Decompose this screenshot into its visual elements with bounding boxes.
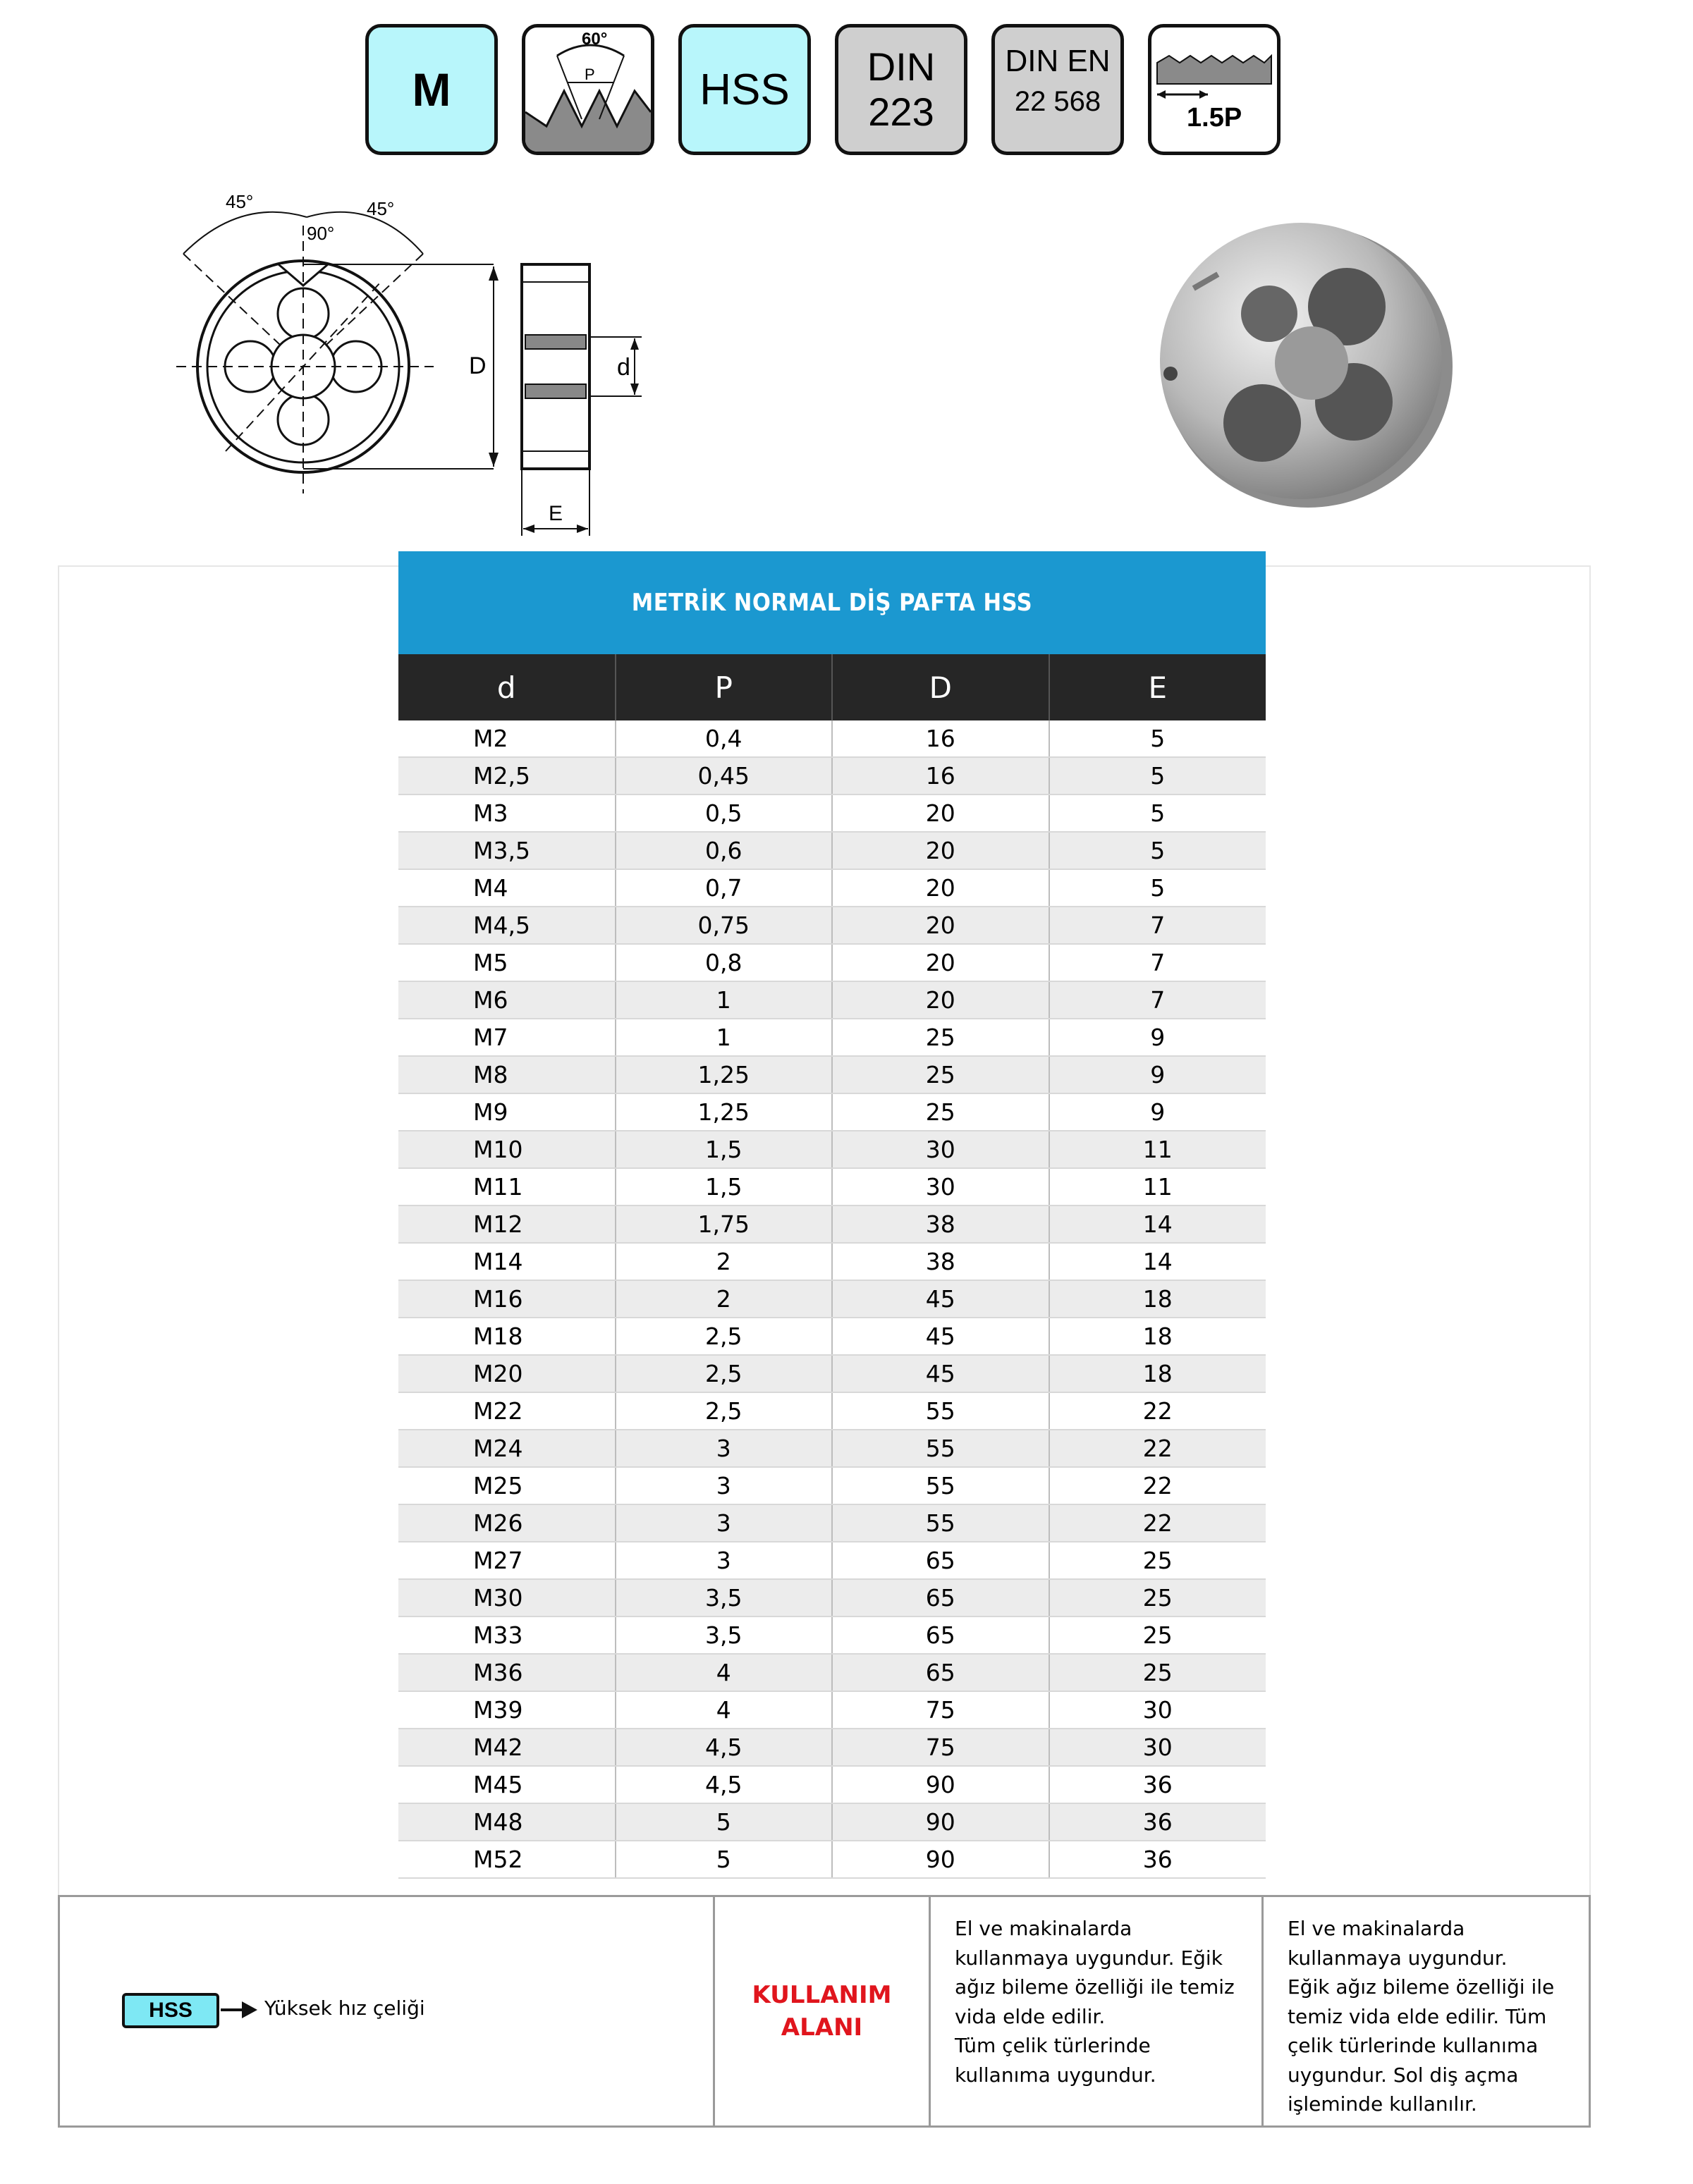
outer-diameter-cell: 90 <box>832 1803 1049 1841</box>
pitch-cell: 1,5 <box>616 1168 833 1206</box>
thickness-cell: 5 <box>1049 757 1266 795</box>
thread-size-cell: M16 <box>398 1280 616 1318</box>
thickness-cell: 22 <box>1049 1430 1266 1467</box>
table-row <box>398 1355 1266 1392</box>
outer-diameter-cell: 45 <box>832 1280 1049 1318</box>
outer-diameter-cell: 55 <box>832 1392 1049 1430</box>
die-size-table <box>398 551 1266 1879</box>
thread-size-cell: M42 <box>398 1729 616 1766</box>
thread-size-cell: M22 <box>398 1392 616 1430</box>
column-header-E: E <box>1049 654 1266 720</box>
outer-diameter-cell: 90 <box>832 1841 1049 1878</box>
thread-size-cell: M26 <box>398 1504 616 1542</box>
outer-diameter-cell: 25 <box>832 1093 1049 1131</box>
outer-diameter-cell: 65 <box>832 1579 1049 1616</box>
outer-diameter-cell: 20 <box>832 869 1049 907</box>
thickness-cell: 25 <box>1049 1654 1266 1691</box>
din-en-number: 22 568 <box>1014 86 1101 117</box>
pitch-value: 1.5P <box>1187 103 1242 133</box>
thread-size-cell: M10 <box>398 1131 616 1168</box>
table-row <box>398 1430 1266 1467</box>
thickness-cell: 18 <box>1049 1280 1266 1318</box>
table-row <box>398 1579 1266 1616</box>
table-row <box>398 1542 1266 1579</box>
column-header-D: D <box>832 654 1049 720</box>
pitch-cell: 0,5 <box>616 795 833 832</box>
table-row <box>398 1729 1266 1766</box>
table-row <box>398 869 1266 907</box>
table-row <box>398 757 1266 795</box>
outer-diameter-cell: 20 <box>832 832 1049 869</box>
outer-diameter-cell: 20 <box>832 981 1049 1019</box>
thread-size-cell: M2 <box>398 720 616 757</box>
pitch-cell: 4,5 <box>616 1729 833 1766</box>
thread-size-cell: M18 <box>398 1318 616 1355</box>
thickness-cell: 18 <box>1049 1318 1266 1355</box>
info-box <box>58 1895 1591 2128</box>
pitch-cell: 1 <box>616 981 833 1019</box>
table-row <box>398 795 1266 832</box>
pitch-cell: 4 <box>616 1654 833 1691</box>
thickness-cell: 9 <box>1049 1093 1266 1131</box>
thickness-cell: 14 <box>1049 1206 1266 1243</box>
pitch-cell: 3,5 <box>616 1579 833 1616</box>
pitch-cell: 3,5 <box>616 1616 833 1654</box>
thickness-cell: 25 <box>1049 1579 1266 1616</box>
table-title: METRİK NORMAL DİŞ PAFTA HSS <box>398 551 1266 654</box>
die-size-grid <box>398 654 1266 1879</box>
outer-diameter-cell: 90 <box>832 1766 1049 1803</box>
outer-diameter-cell: 30 <box>832 1131 1049 1168</box>
usage-text-line: vida elde edilir. <box>955 2004 1106 2028</box>
thread-pitch-icon <box>1151 27 1277 152</box>
thickness-cell: 11 <box>1049 1168 1266 1206</box>
table-header-row <box>398 654 1266 720</box>
thread-size-cell: M6 <box>398 981 616 1019</box>
thread-size-cell: M9 <box>398 1093 616 1131</box>
pitch-cell: 2,5 <box>616 1355 833 1392</box>
arrow-right-icon <box>242 2001 257 2018</box>
thickness-cell: 7 <box>1049 907 1266 944</box>
pitch-cell: 0,8 <box>616 944 833 981</box>
thread-size-cell: M25 <box>398 1467 616 1504</box>
frame-left-line <box>58 565 59 1895</box>
table-row <box>398 720 1266 757</box>
angle-right-label: 45° <box>367 198 395 219</box>
outer-diameter-cell: 65 <box>832 1616 1049 1654</box>
pitch-cell: 2,5 <box>616 1392 833 1430</box>
table-body <box>398 720 1266 1878</box>
thread-size-cell: M48 <box>398 1803 616 1841</box>
thread-size-cell: M33 <box>398 1616 616 1654</box>
thread-size-cell: M30 <box>398 1579 616 1616</box>
table-row <box>398 1467 1266 1504</box>
outer-diameter-cell: 25 <box>832 1019 1049 1056</box>
width-E-label: E <box>549 502 563 525</box>
pitch-cell: 3 <box>616 1430 833 1467</box>
outer-diameter-cell: 45 <box>832 1355 1049 1392</box>
outer-diameter-cell: 55 <box>832 1504 1049 1542</box>
din-number: 223 <box>868 90 934 134</box>
usage-text-right-hand <box>929 1897 1261 2125</box>
usage-text-line: kullanmaya uygundur. <box>1288 1946 1508 1970</box>
table-row <box>398 1392 1266 1430</box>
thickness-cell: 30 <box>1049 1691 1266 1729</box>
pitch-label: P <box>585 66 595 83</box>
thread-size-cell: M4 <box>398 869 616 907</box>
thickness-cell: 5 <box>1049 720 1266 757</box>
die-technical-drawing <box>169 183 663 550</box>
pitch-cell: 3 <box>616 1542 833 1579</box>
thickness-cell: 11 <box>1049 1131 1266 1168</box>
outer-diameter-cell: 65 <box>832 1654 1049 1691</box>
usage-text-line: temiz vida elde edilir. Tüm <box>1288 2004 1547 2028</box>
thickness-cell: 9 <box>1049 1056 1266 1093</box>
table-row <box>398 1131 1266 1168</box>
thread-size-cell: M2,5 <box>398 757 616 795</box>
table-row <box>398 1019 1266 1056</box>
thread-size-cell: M3,5 <box>398 832 616 869</box>
usage-heading-line1: KULLANIM <box>752 1981 892 2009</box>
usage-text-line: ağız bileme özelliği ile temiz <box>955 1975 1235 1999</box>
thread-pitch-badge <box>1148 24 1281 155</box>
table-row <box>398 1280 1266 1318</box>
din-223-badge <box>835 24 967 155</box>
thickness-cell: 7 <box>1049 944 1266 981</box>
table-row <box>398 1766 1266 1803</box>
thickness-cell: 18 <box>1049 1355 1266 1392</box>
thread-size-cell: M4,5 <box>398 907 616 944</box>
usage-heading-line2: ALANI <box>781 2013 863 2042</box>
usage-heading-cell <box>713 1897 929 2125</box>
outer-diameter-cell: 55 <box>832 1467 1049 1504</box>
pitch-cell: 1,5 <box>616 1131 833 1168</box>
outer-diameter-cell: 16 <box>832 720 1049 757</box>
thickness-cell: 5 <box>1049 869 1266 907</box>
angle-label: 60° <box>582 30 608 49</box>
pitch-cell: 4 <box>616 1691 833 1729</box>
pitch-cell: 0,7 <box>616 869 833 907</box>
thickness-cell: 25 <box>1049 1542 1266 1579</box>
pitch-cell: 2 <box>616 1243 833 1280</box>
pitch-cell: 2,5 <box>616 1318 833 1355</box>
diameter-D-label: D <box>469 352 487 379</box>
outer-diameter-cell: 30 <box>832 1168 1049 1206</box>
table-row <box>398 1168 1266 1206</box>
hss-badge-label: HSS <box>699 65 790 114</box>
outer-diameter-cell: 16 <box>832 757 1049 795</box>
thread-size-cell: M14 <box>398 1243 616 1280</box>
table-row <box>398 1318 1266 1355</box>
thread-size-cell: M52 <box>398 1841 616 1878</box>
pitch-cell: 0,6 <box>616 832 833 869</box>
table-row <box>398 1803 1266 1841</box>
usage-text-left-hand <box>1261 1897 1589 2125</box>
pitch-cell: 4,5 <box>616 1766 833 1803</box>
thread-size-cell: M24 <box>398 1430 616 1467</box>
pitch-cell: 0,4 <box>616 720 833 757</box>
frame-right-line <box>1589 565 1591 1895</box>
usage-text-line: kullanıma uygundur. <box>955 2063 1156 2087</box>
thickness-cell: 36 <box>1049 1766 1266 1803</box>
thread-size-cell: M5 <box>398 944 616 981</box>
thickness-cell: 14 <box>1049 1243 1266 1280</box>
usage-text-line: işleminde kullanılır. <box>1288 2092 1477 2116</box>
pitch-cell: 1 <box>616 1019 833 1056</box>
table-row <box>398 1654 1266 1691</box>
usage-text-line: Tüm çelik türlerinde <box>955 2034 1151 2057</box>
usage-text-line: Eğik ağız bileme özelliği ile <box>1288 1975 1555 1999</box>
usage-heading <box>752 1979 892 2044</box>
column-header-P: P <box>616 654 833 720</box>
column-header-d: d <box>398 654 616 720</box>
pitch-cell: 2 <box>616 1280 833 1318</box>
pitch-cell: 1,75 <box>616 1206 833 1243</box>
table-row <box>398 1056 1266 1093</box>
table-row <box>398 981 1266 1019</box>
thread-size-cell: M27 <box>398 1542 616 1579</box>
thread-angle-badge <box>522 24 654 155</box>
thread-size-cell: M7 <box>398 1019 616 1056</box>
thread-angle-icon <box>525 27 651 152</box>
angle-left-label: 45° <box>226 191 254 212</box>
thread-size-cell: M12 <box>398 1206 616 1243</box>
pitch-cell: 3 <box>616 1467 833 1504</box>
table-row <box>398 1504 1266 1542</box>
table-row <box>398 832 1266 869</box>
outer-diameter-cell: 20 <box>832 944 1049 981</box>
din-en-badge <box>991 24 1124 155</box>
table-row <box>398 907 1266 944</box>
outer-diameter-cell: 65 <box>832 1542 1049 1579</box>
usage-text-line: uygundur. Sol diş açma <box>1288 2063 1519 2087</box>
legend-cell <box>60 1897 713 2125</box>
outer-diameter-cell: 45 <box>832 1318 1049 1355</box>
din-label: DIN <box>867 44 936 89</box>
usage-text-line: kullanmaya uygundur. Eğik <box>955 1946 1223 1970</box>
threading-die-photo <box>1149 211 1460 515</box>
thickness-cell: 22 <box>1049 1392 1266 1430</box>
table-row <box>398 1691 1266 1729</box>
pitch-cell: 5 <box>616 1841 833 1878</box>
thickness-cell: 9 <box>1049 1019 1266 1056</box>
metric-badge-label: M <box>412 63 451 116</box>
outer-diameter-cell: 75 <box>832 1691 1049 1729</box>
thread-size-cell: M39 <box>398 1691 616 1729</box>
outer-diameter-cell: 38 <box>832 1206 1049 1243</box>
thickness-cell: 36 <box>1049 1803 1266 1841</box>
outer-diameter-cell: 75 <box>832 1729 1049 1766</box>
table-row <box>398 1841 1266 1878</box>
arrow-line <box>221 2008 245 2011</box>
din-en-label: DIN EN <box>1005 44 1111 78</box>
hss-legend-chip: HSS <box>122 1993 219 2028</box>
pitch-cell: 0,75 <box>616 907 833 944</box>
pitch-cell: 1,25 <box>616 1093 833 1131</box>
thickness-cell: 22 <box>1049 1467 1266 1504</box>
pitch-cell: 3 <box>616 1504 833 1542</box>
thickness-cell: 5 <box>1049 832 1266 869</box>
thickness-cell: 25 <box>1049 1616 1266 1654</box>
thread-size-cell: M8 <box>398 1056 616 1093</box>
hss-badge <box>678 24 811 155</box>
diameter-d-label: d <box>617 354 630 381</box>
outer-diameter-cell: 55 <box>832 1430 1049 1467</box>
thread-size-cell: M45 <box>398 1766 616 1803</box>
pitch-cell: 0,45 <box>616 757 833 795</box>
thickness-cell: 36 <box>1049 1841 1266 1878</box>
usage-text-line: El ve makinalarda <box>1288 1917 1465 1940</box>
table-row <box>398 944 1266 981</box>
hss-description: Yüksek hız çeliği <box>264 1996 425 2020</box>
thread-size-cell: M20 <box>398 1355 616 1392</box>
thickness-cell: 22 <box>1049 1504 1266 1542</box>
outer-diameter-cell: 20 <box>832 907 1049 944</box>
thread-size-cell: M3 <box>398 795 616 832</box>
angle-mid-label: 90° <box>307 223 335 244</box>
thickness-cell: 30 <box>1049 1729 1266 1766</box>
outer-diameter-cell: 20 <box>832 795 1049 832</box>
usage-text-line: çelik türlerinde kullanıma <box>1288 2034 1539 2057</box>
table-row <box>398 1616 1266 1654</box>
pitch-cell: 5 <box>616 1803 833 1841</box>
pitch-cell: 1,25 <box>616 1056 833 1093</box>
outer-diameter-cell: 38 <box>832 1243 1049 1280</box>
thickness-cell: 7 <box>1049 981 1266 1019</box>
usage-text-line: El ve makinalarda <box>955 1917 1132 1940</box>
outer-diameter-cell: 25 <box>832 1056 1049 1093</box>
table-row <box>398 1243 1266 1280</box>
metric-thread-badge <box>365 24 498 155</box>
table-row <box>398 1093 1266 1131</box>
table-row <box>398 1206 1266 1243</box>
thickness-cell: 5 <box>1049 795 1266 832</box>
thread-size-cell: M11 <box>398 1168 616 1206</box>
thread-size-cell: M36 <box>398 1654 616 1691</box>
